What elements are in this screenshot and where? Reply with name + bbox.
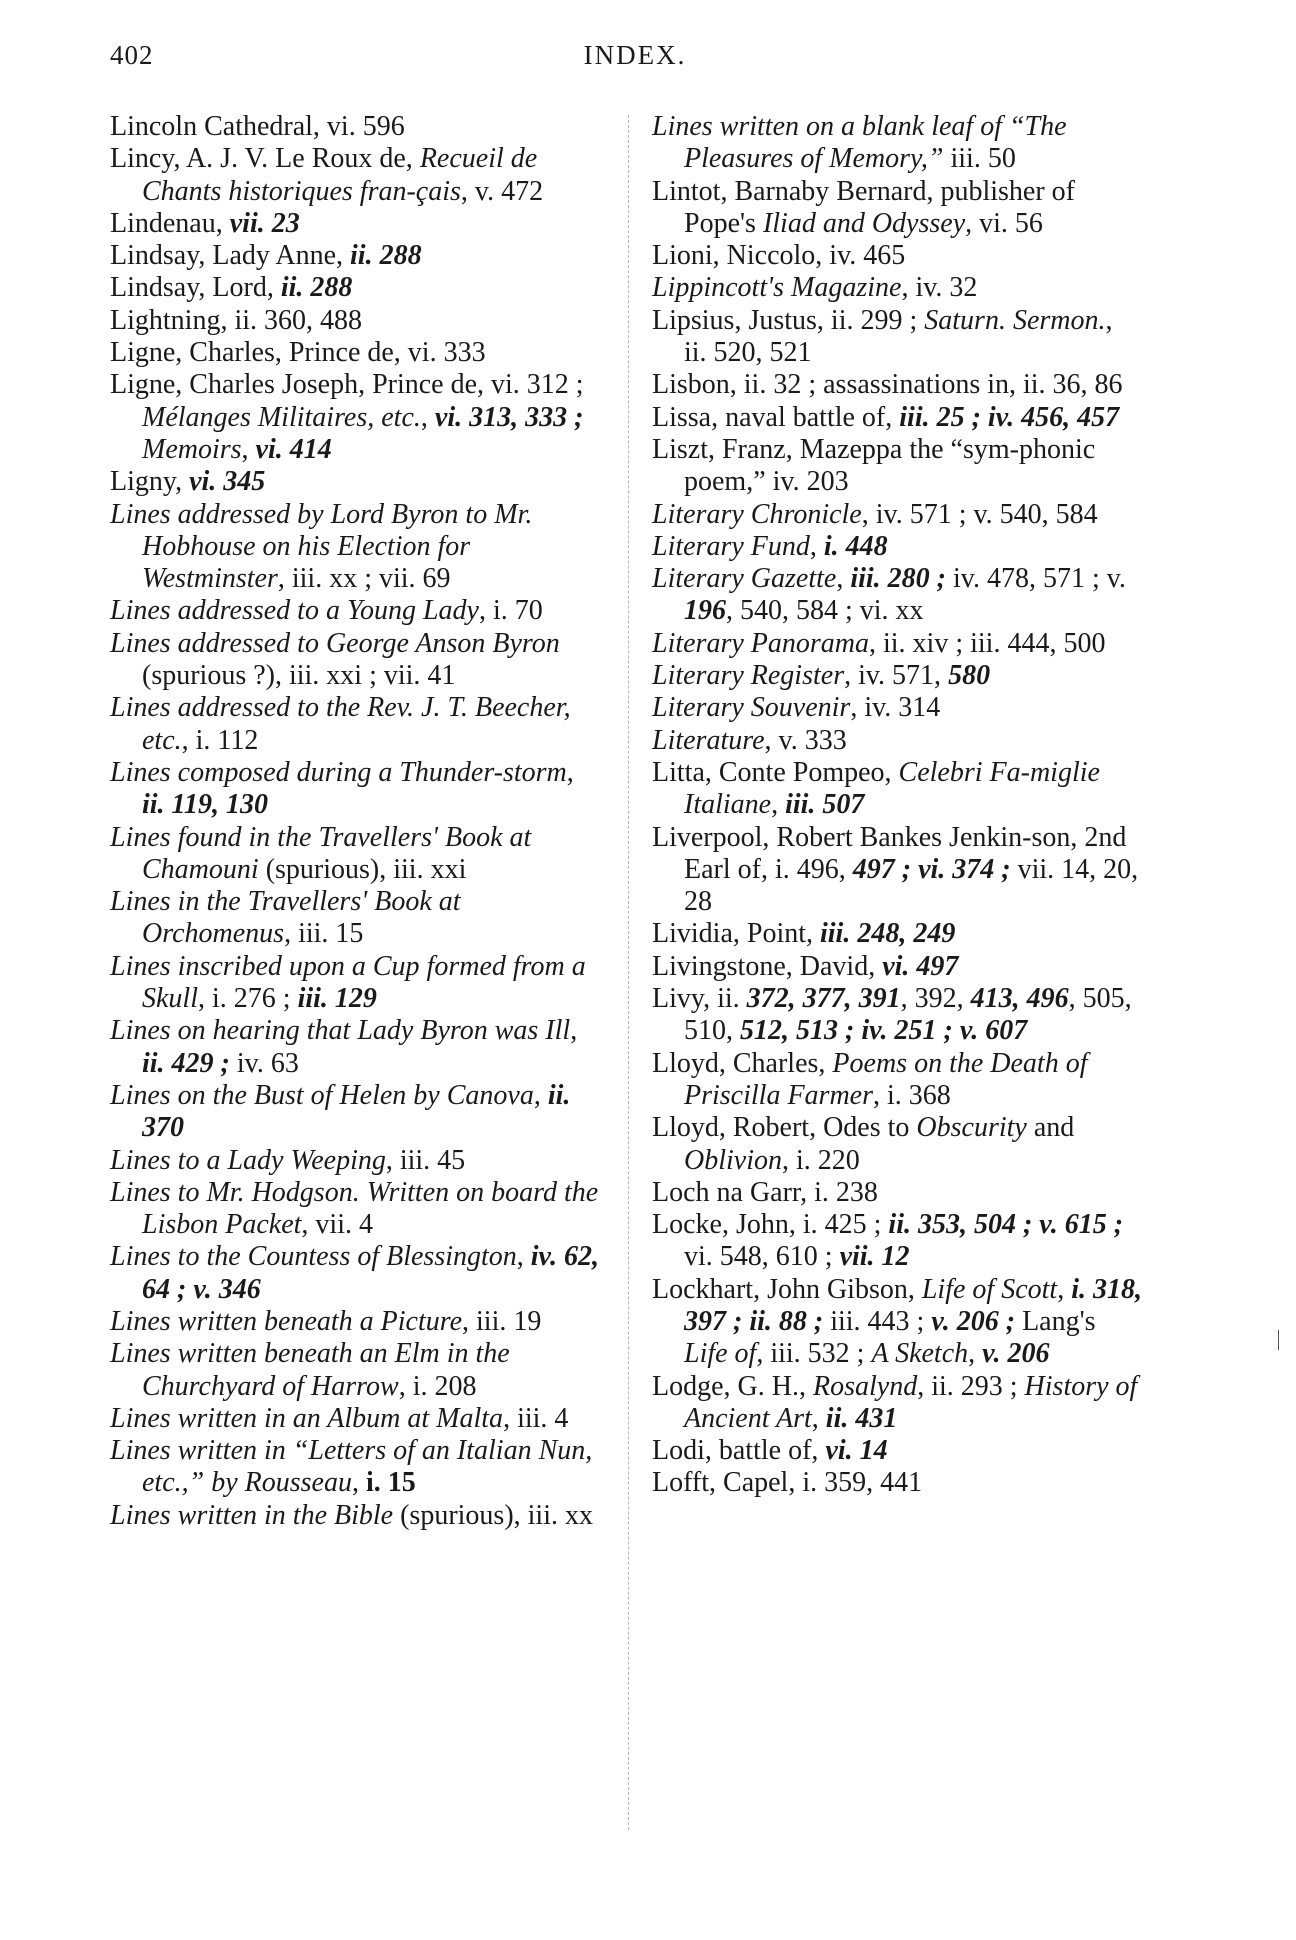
index-entry	[652, 402, 1142, 434]
entry-text: , v. 472	[460, 175, 544, 207]
entry-text: Literary Souvenir	[652, 692, 851, 724]
entry-text: Lines written in the Bible	[110, 1499, 394, 1531]
index-entry	[652, 1177, 1142, 1209]
entry-text: Celebri Fa-miglie Italiane	[684, 756, 1100, 821]
index-entry	[110, 208, 600, 240]
column-divider	[628, 115, 629, 1830]
entry-text: 196	[684, 595, 726, 627]
index-entry	[652, 563, 1142, 628]
index-entry	[652, 369, 1142, 401]
entry-text: ii. 429 ;	[142, 1047, 230, 1079]
index-entry	[652, 434, 1142, 499]
entry-text: Lloyd, Robert, Odes to	[652, 1112, 917, 1144]
entry-text: Rosalynd	[812, 1370, 918, 1402]
index-entry	[652, 757, 1142, 822]
running-head: INDEX.	[583, 40, 687, 70]
entry-text: Ligne, Charles Joseph, Prince de, vi. 312 ;	[110, 369, 584, 401]
entry-text: 497 ; vi. 374 ;	[852, 853, 1011, 885]
entry-text: Loch na Garr, i. 238	[652, 1176, 878, 1208]
entry-text: i. 15	[365, 1467, 416, 1499]
margin-mark	[1278, 1330, 1279, 1350]
entry-text: Lines addressed to George Anson Byron	[110, 627, 560, 659]
entry-text: iii. 443 ;	[823, 1305, 932, 1337]
entry-text: ii. 119, 130	[142, 789, 269, 821]
index-entry	[110, 1403, 600, 1435]
index-entry	[110, 1177, 600, 1242]
index-entry	[110, 240, 600, 272]
entry-text: , ii. 520, 521	[684, 304, 1113, 369]
index-entry	[652, 983, 1142, 1048]
index-entry	[110, 143, 600, 208]
entry-text: Lang's	[1015, 1305, 1096, 1337]
entry-text: , i. 220	[782, 1144, 860, 1176]
entry-text: Lines written beneath a Picture	[110, 1305, 463, 1337]
entry-text: iii. 507	[785, 789, 865, 821]
index-entry	[652, 499, 1142, 531]
entry-text: Lisbon, ii. 32 ; assassinations in, ii. 36, 86	[652, 369, 1123, 401]
index-entry	[110, 822, 600, 887]
entry-text: , iii. 532 ;	[756, 1338, 872, 1370]
entry-text: Liverpool, Robert Bankes Jenkin-son, 2nd Earl of, i. 496,	[652, 821, 1127, 885]
entry-text: , iii. 4	[503, 1402, 569, 1434]
entry-text: Lines addressed to a Young Lady	[110, 595, 479, 627]
entry-text: Lioni, Niccolo, iv. 465	[652, 240, 906, 272]
entry-text: Ligne, Charles, Prince de, vi. 333	[110, 337, 486, 369]
entry-text: iii. 25 ; iv. 456, 457	[899, 401, 1120, 433]
index-column-left	[110, 111, 600, 1532]
entry-text: ,	[351, 1467, 366, 1499]
entry-text: and	[1026, 1112, 1075, 1144]
entry-text: Lincoln Cathedral, vi. 596	[110, 111, 405, 142]
entry-text: ,	[570, 1015, 578, 1047]
index-entry	[110, 466, 600, 498]
entry-text: ,	[836, 563, 851, 595]
index-entry	[110, 628, 600, 693]
entry-text: , iv. 32	[901, 272, 978, 304]
entry-text: Lines on the Bust of Helen by Canova	[110, 1079, 534, 1111]
entry-text: , iii. 45	[385, 1144, 466, 1176]
entry-text: Literary Fund	[652, 530, 810, 562]
entry-text: Lines addressed to the Rev. J. T. Beecher, etc.	[110, 692, 571, 756]
entry-text: Lividia, Point,	[652, 918, 820, 950]
entry-text: Lines composed during a Thunder-storm	[110, 756, 567, 788]
entry-text: Lissa, naval battle of,	[652, 401, 900, 433]
entry-text: (spurious ?), iii. xxi ; vii. 41	[142, 660, 456, 692]
index-entry	[110, 1435, 600, 1500]
entry-text: Lines to a Lady Weeping	[110, 1144, 386, 1176]
entry-text: Liszt, Franz, Mazeppa the “sym-phonic poem,” iv. 203	[652, 433, 1096, 498]
entry-text: (spurious), iii. xx	[393, 1499, 593, 1531]
entry-text: ii. 353, 504 ; v. 615 ;	[888, 1209, 1124, 1241]
entry-text: (spurious), iii. xxi	[258, 853, 467, 885]
entry-text: Literary Gazette	[652, 563, 837, 595]
entry-text: Mélanges Militaires, etc.	[142, 401, 421, 433]
index-entry	[652, 692, 1142, 724]
index-entry	[652, 951, 1142, 983]
entry-text: iii. 248, 249	[820, 918, 956, 950]
index-entry	[652, 305, 1142, 370]
entry-text: Lloyd, Charles,	[652, 1047, 833, 1079]
index-entry	[652, 1274, 1142, 1371]
index-entry	[652, 628, 1142, 660]
index-entry	[652, 660, 1142, 692]
entry-text: , iv. 571 ; v. 540, 584	[861, 498, 1098, 530]
index-entry	[110, 337, 600, 369]
entry-text: Memoirs	[142, 433, 242, 465]
entry-text: Lofft, Capel, i. 359, 441	[652, 1467, 923, 1499]
index-entry	[110, 1338, 600, 1403]
index-entry	[110, 1306, 600, 1338]
entry-text: Lines written beneath an Elm in the Churchyard of Harrow	[110, 1338, 510, 1402]
entry-text: , i. 70	[478, 595, 543, 627]
entry-text: Obscurity	[916, 1112, 1027, 1144]
entry-text: Litta, Conte Pompeo,	[652, 756, 899, 788]
entry-text: History of Ancient Art	[684, 1370, 1138, 1434]
index-entry	[110, 1080, 600, 1145]
index-entry	[110, 951, 600, 1016]
entry-text: Lines to Mr. Hodgson. Written on board the Lisbon Packet	[110, 1176, 599, 1241]
entry-text: 512, 513 ; iv. 251 ; v. 607	[740, 1015, 1028, 1047]
entry-text: ,	[516, 1241, 531, 1273]
entry-text: v. 206	[982, 1338, 1050, 1370]
entry-text: , 540, 584 ; vi. xx	[726, 595, 924, 627]
entry-text: ii. 431	[825, 1402, 898, 1434]
index-entry	[652, 1435, 1142, 1467]
entry-text: Recueil de Chants historiques fran-çais	[142, 143, 538, 207]
entry-text: Lightning, ii. 360, 488	[110, 304, 362, 336]
entry-text: Literary Register	[652, 660, 845, 692]
entry-text: , iv. 571,	[844, 660, 949, 692]
entry-text: Life of Scott	[921, 1273, 1058, 1305]
entry-text: iv. 62, 64 ; v. 346	[142, 1241, 599, 1305]
index-entry	[110, 111, 600, 143]
entry-text: ,	[811, 1402, 826, 1434]
index-entry	[652, 918, 1142, 950]
index-entry	[110, 369, 600, 466]
entry-text: ,	[241, 433, 256, 465]
index-column-right	[652, 111, 1142, 1500]
entry-text: iv. 63	[229, 1047, 299, 1079]
entry-text: , ii. xiv ; iii. 444, 500	[869, 627, 1106, 659]
entry-text: ,	[420, 401, 435, 433]
entry-text: Ligny,	[110, 466, 190, 498]
index-entry	[110, 1241, 600, 1306]
index-entry	[652, 176, 1142, 241]
entry-text: Lines written on a blank leaf of “The Pleasures of Memory,”	[652, 111, 1067, 175]
entry-text: ii. 288	[350, 240, 422, 272]
entry-text: vi. 414	[255, 433, 332, 465]
entry-text: Lockhart, John Gibson,	[652, 1273, 922, 1305]
entry-text: Lindsay, Lord,	[110, 272, 281, 304]
entry-text: ,	[1057, 1273, 1072, 1305]
index-entry	[652, 1112, 1142, 1177]
entry-text: Literary Panorama	[652, 627, 869, 659]
entry-text: , i. 276 ;	[198, 983, 298, 1015]
index-entry	[110, 272, 600, 304]
index-entry	[110, 1145, 600, 1177]
entry-text: Iliad and Odyssey	[762, 207, 966, 239]
entry-text: Livy, ii.	[652, 983, 747, 1015]
entry-text: Poems on the Death of Priscilla Farmer	[684, 1047, 1088, 1111]
index-entry	[110, 886, 600, 951]
entry-text: Lodge, G. H.,	[652, 1370, 813, 1402]
entry-text: vii. 14, 20, 28	[684, 853, 1139, 918]
entry-text: A Sketch	[871, 1338, 969, 1370]
entry-text: Lintot, Barnaby Bernard, publisher of Pope's	[652, 175, 1076, 239]
entry-text: Lines on hearing that Lady Byron was Ill	[110, 1015, 571, 1047]
entry-text: ii. 370	[142, 1079, 571, 1144]
index-entry	[110, 1500, 600, 1532]
entry-text: ,	[771, 789, 786, 821]
entry-text: Lines to the Countess of Blessington	[110, 1241, 517, 1273]
entry-text: Lines found in the Travellers' Book at Chamouni	[110, 821, 532, 885]
entry-text: Literary Chronicle	[652, 498, 862, 530]
entry-text: ,	[566, 756, 574, 788]
index-entry	[110, 305, 600, 337]
index-entry	[652, 531, 1142, 563]
index-entry	[652, 1209, 1142, 1274]
index-entry	[652, 725, 1142, 757]
entry-text: Saturn. Sermon.	[924, 304, 1106, 336]
entry-text: , vii. 4	[301, 1209, 373, 1241]
index-entry	[652, 272, 1142, 304]
page-number: 402	[110, 40, 154, 70]
entry-text: Life of	[684, 1338, 757, 1370]
entry-text: Lines in the Travellers' Book at Orchomenus	[110, 886, 461, 950]
entry-text: Oblivion	[684, 1144, 782, 1176]
entry-text: , ii. 293 ;	[917, 1370, 1025, 1402]
index-entry	[652, 822, 1142, 919]
entry-text: Lines inscribed upon a Cup formed from a Skull	[110, 950, 586, 1015]
entry-text: vi. 313, 333 ;	[434, 401, 584, 433]
entry-text: Lines addressed by Lord Byron to Mr. Hobhouse on his Election for Westminster	[110, 498, 533, 595]
entry-text: ,	[809, 530, 824, 562]
entry-text: Lines written in “Letters of an Italian Nun, etc.,” by Rousseau	[110, 1435, 593, 1499]
entry-text: 580	[948, 660, 991, 692]
entry-text: Lodi, battle of,	[652, 1435, 826, 1467]
index-entry	[652, 240, 1142, 272]
entry-text: Lindsay, Lady Anne,	[110, 240, 351, 272]
entry-text: ,	[533, 1079, 548, 1111]
entry-text: Lincy, A. J. V. Le Roux de,	[110, 143, 420, 175]
index-entry	[652, 1467, 1142, 1499]
entry-text: , iv. 314	[850, 692, 941, 724]
entry-text: i. 318, 397 ; ii. 88 ;	[684, 1273, 1142, 1337]
entry-text: iii. 280 ;	[850, 563, 946, 595]
entry-text: Locke, John, i. 425 ;	[652, 1209, 889, 1241]
index-entry	[110, 595, 600, 627]
entry-text: Literature	[652, 724, 765, 756]
index-entry	[110, 757, 600, 822]
entry-text: vi. 548, 610 ;	[684, 1241, 840, 1273]
index-entry	[110, 499, 600, 596]
entry-text: vii. 12	[839, 1241, 910, 1273]
entry-text: , iii. xx ; vii. 69	[277, 563, 451, 595]
entry-text: 413, 496	[970, 983, 1069, 1015]
entry-text: , iii. 19	[462, 1305, 542, 1337]
entry-text: ii. 288	[280, 272, 353, 304]
entry-text: , iii. 15	[284, 918, 364, 950]
entry-text: Lindenau,	[110, 207, 230, 239]
entry-text: , v. 333	[764, 724, 847, 756]
entry-text: vi. 345	[189, 466, 266, 498]
entry-text: , i. 368	[873, 1079, 951, 1111]
index-entry	[652, 111, 1142, 176]
entry-text: , i. 112	[181, 724, 259, 756]
entry-text: i. 448	[823, 530, 888, 562]
entry-text: , vi. 56	[965, 207, 1043, 239]
entry-text: iii. 129	[297, 983, 377, 1015]
index-entry	[652, 1048, 1142, 1113]
index-entry	[110, 692, 600, 757]
entry-text: iii. 50	[943, 143, 1016, 175]
entry-text: , i. 208	[398, 1370, 477, 1402]
entry-text: vi. 14	[825, 1435, 888, 1467]
index-entry	[110, 1015, 600, 1080]
entry-text: vi. 497	[882, 950, 959, 982]
entry-text: Livingstone, David,	[652, 950, 883, 982]
entry-text: v. 206 ;	[931, 1305, 1016, 1337]
entry-text: Lippincott's Magazine	[652, 272, 902, 304]
entry-text: vii. 23	[229, 207, 300, 239]
entry-text: Lines written in an Album at Malta	[110, 1402, 504, 1434]
page-header	[110, 40, 1160, 80]
entry-text: iv. 478, 571 ; v.	[945, 563, 1126, 595]
entry-text: , 505, 510,	[684, 983, 1132, 1047]
entry-text: ,	[968, 1338, 983, 1370]
entry-text: Lipsius, Justus, ii. 299 ;	[652, 304, 925, 336]
entry-text: , 392,	[900, 983, 971, 1015]
index-entry	[652, 1371, 1142, 1436]
entry-text: 372, 377, 391	[746, 983, 901, 1015]
